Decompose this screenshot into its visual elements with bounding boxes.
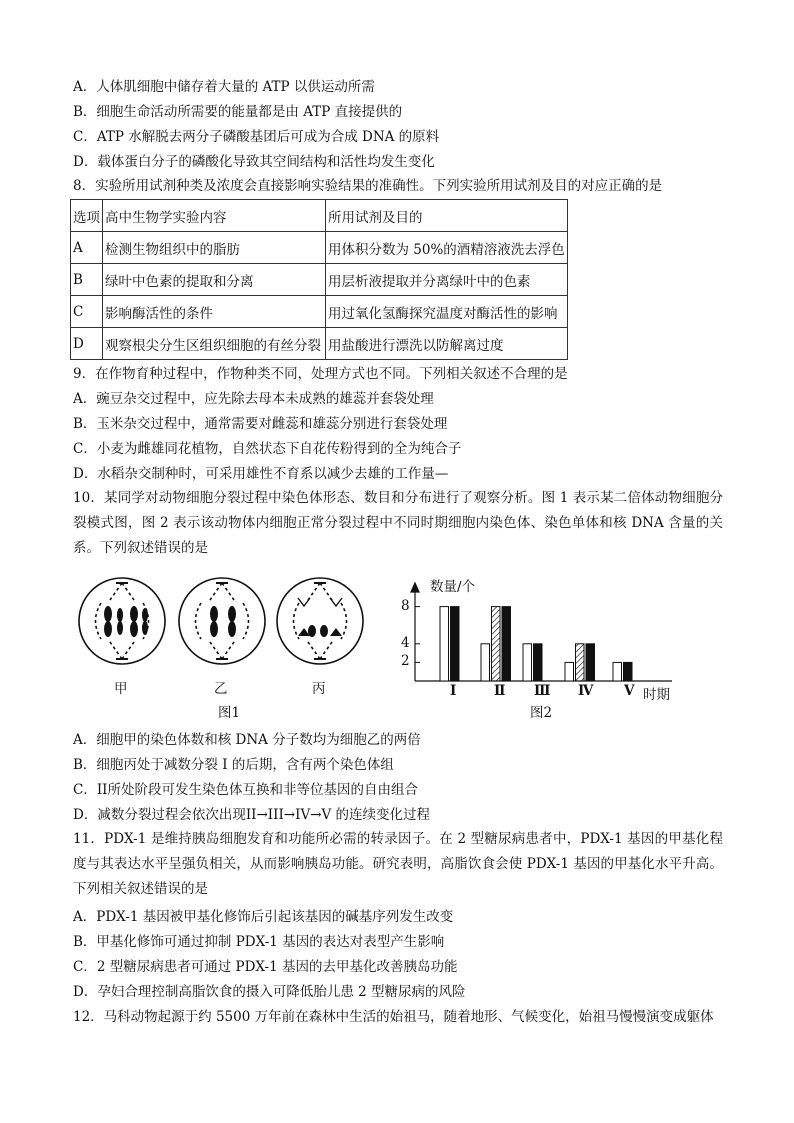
table-cell: D [71, 328, 103, 360]
q11-stem: 11．PDX-1 是维持胰岛细胞发育和功能所必需的转录因子。在 2 型糖尿病患者中，PDX-1 基因的甲基化程度与其表达水平呈强负相关，从而影响胰岛功能。研究表明，高脂饮食会使 PDX-1 基因的甲基化水平升高。下列相关叙述错误的是 [73, 831, 723, 897]
y-tick-label: 2 [401, 653, 410, 670]
figure-2-ticks [415, 607, 420, 663]
chart-bar-black [534, 644, 543, 681]
figure-1 [79, 578, 363, 664]
x-category-label: Ⅳ [578, 683, 594, 699]
q10-option-c: C．II所处阶段可发生染色体互换和非等位基因的自由组合 [73, 782, 418, 798]
chart-bar-black [624, 662, 633, 681]
chart-bar-white [613, 662, 622, 681]
table-header-cell: 所用试剂及目的 [326, 200, 568, 232]
q11-option-d: D．孕妇合理控制高脂饮食的摄入可降低胎儿患 2 型糖尿病的风险 [73, 984, 466, 1000]
table-cell: 用层析液提取并分离绿叶中的色素 [326, 264, 568, 296]
chart-bar-hatched [576, 644, 585, 681]
table-header-cell: 高中生物学实验内容 [103, 200, 326, 232]
chart-bar-black [586, 644, 595, 681]
q7-option-c: C．ATP 水解脱去两分子磷酸基团后可成为合成 DNA 的原料 [73, 129, 440, 145]
q8-stem: 8．实验所用试剂种类及浓度会直接影响实验结果的准确性。下列实验所用试剂及目的对应正确的是 [73, 178, 663, 194]
figure-2-xlabel: 时期 [643, 687, 670, 703]
chart-bar-hatched [492, 607, 501, 681]
x-category-label: Ⅲ [534, 683, 551, 699]
q7-option-a: A．人体肌细胞中储存着大量的 ATP 以供运动所需 [73, 79, 375, 95]
q11-option-b: B．甲基化修饰可通过抑制 PDX-1 基因的表达对表型产生影响 [73, 934, 445, 950]
q7-option-b: B．细胞生命活动所需要的能量都是由 ATP 直接提供的 [73, 104, 403, 120]
q9-option-d: D．水稻杂交制种时，可采用雄性不育系以减少去雄的工作量— [73, 466, 449, 482]
x-category-label: Ⅱ [494, 683, 506, 699]
q11-option-a: A．PDX-1 基因被甲基化修饰后引起该基因的碱基序列发生改变 [73, 909, 454, 925]
q9-option-b: B．玉米杂交过程中，通常需要对雌蕊和雄蕊分别进行套袋处理 [73, 416, 448, 432]
q11-option-c: C．2 型糖尿病患者可通过 PDX-1 基因的去甲基化改善胰岛功能 [73, 959, 458, 975]
table-cell: 影响酶活性的条件 [103, 296, 326, 328]
table-cell: 用过氧化氢酶探究温度对酶活性的影响 [326, 296, 568, 328]
chart-bar-white [440, 607, 449, 681]
figure-2-caption: 图2 [530, 705, 553, 721]
cell-label-yi: 乙 [214, 681, 228, 697]
x-category-label: Ⅴ [624, 683, 635, 699]
table-cell: A [71, 232, 103, 264]
q10-option-a: A．细胞甲的染色体数和核 DNA 分子数均为细胞乙的两倍 [73, 732, 421, 748]
q9-option-c: C．小麦为雌雄同花植物，自然状态下自花传粉得到的全为纯合子 [73, 441, 462, 457]
cell-jia-diagram [79, 578, 165, 664]
chart-bar-white [565, 662, 574, 681]
chart-bar-white [481, 644, 490, 681]
cell-bing-diagram [277, 578, 363, 664]
table-cell: B [71, 264, 103, 296]
table-cell: 检测生物组织中的脂肪 [103, 232, 326, 264]
q12-stem: 12．马科动物起源于约 5500 万年前在森林中生活的始祖马，随着地形、气候变化，始祖马慢慢演变成躯体 [73, 1009, 714, 1025]
y-tick-label: 4 [401, 634, 410, 651]
table-cell: 用盐酸进行漂洗以防解离过度 [326, 328, 568, 360]
figure-2-bars [440, 607, 632, 681]
figure-1-caption: 图1 [218, 705, 241, 721]
q10-option-d: D．减数分裂过程会依次出现II→III→IV→V 的连续变化过程 [73, 807, 431, 823]
table-cell: 用体积分数为 50%的酒精溶液洗去浮色 [326, 232, 568, 264]
cell-yi-diagram [179, 578, 265, 664]
table-header-cell: 选项 [71, 200, 103, 232]
q9-option-a: A．豌豆杂交过程中，应先除去母本未成熟的雄蕊并套袋处理 [73, 391, 434, 407]
q10-option-b: B．细胞丙处于减数分裂 I 的后期，含有两个染色体组 [73, 757, 394, 773]
chart-bar-black [502, 607, 511, 681]
figure-2-ylabel: 数量/个 [430, 579, 476, 595]
table-cell: 观察根尖分生区组织细胞的有丝分裂 [103, 328, 326, 360]
q9-stem: 9．在作物育种过程中，作物种类不同，处理方式也不同。下列相关叙述不合理的是 [73, 366, 568, 382]
table-cell: 绿叶中色素的提取和分离 [103, 264, 326, 296]
chart-bar-black [451, 607, 460, 681]
q10-stem: 10．某同学对动物细胞分裂过程中染色体形态、数目和分布进行了观察分析。图 1 表示某二倍体动物细胞分裂模式图，图 2 表示该动物体内细胞正常分裂过程中不同时期细胞内染色体、染色单体和核 DNA 含量的关系。下列叙述错误的是 [73, 490, 723, 556]
table-cell: C [71, 296, 103, 328]
x-category-label: Ⅰ [450, 683, 457, 699]
cell-label-bing: 丙 [312, 681, 326, 697]
chart-bar-white [523, 644, 532, 681]
y-tick-label: 8 [401, 597, 410, 614]
cell-label-jia: 甲 [114, 681, 128, 697]
q7-option-d: D．载体蛋白分子的磷酸化导致其空间结构和活性均发生变化 [73, 154, 435, 170]
